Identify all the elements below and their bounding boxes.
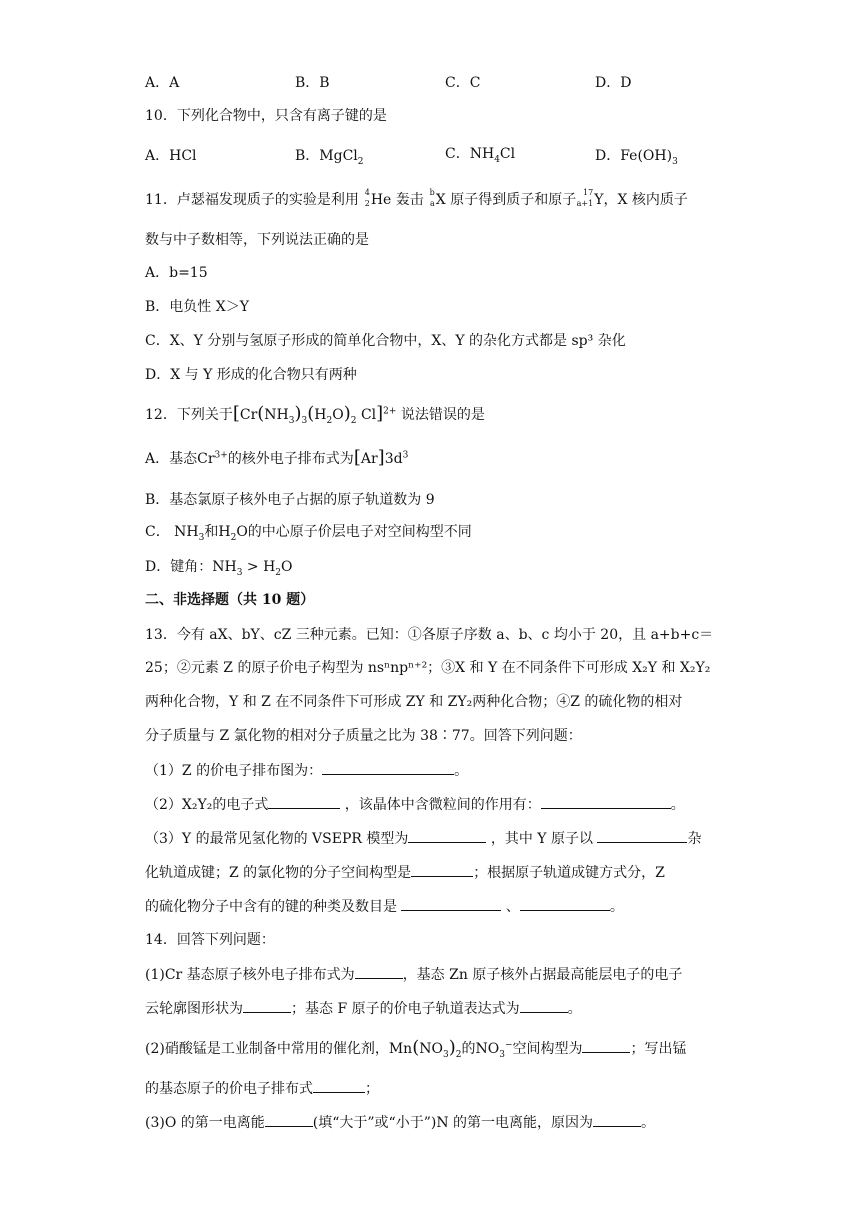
q12-option-d: D．键角：$NH_3 > H_2O$	[145, 559, 293, 578]
q11-stem-line1: 11．卢瑟福发现质子的实验是利用 4 2 He 轰击 b a X 原子得到质子和原子 17 a+1 Y，X 核内质子	[145, 188, 688, 208]
q9-option-b: B．B	[295, 75, 330, 91]
q9-option-a: A．A	[145, 75, 180, 91]
answer-blank[interactable]	[520, 998, 568, 1013]
answer-blank[interactable]	[401, 896, 501, 911]
q11-option-c: C．X、Y 分别与氢原子形成的简单化合物中，X、Y 的杂化方式都是 sp³ 杂化	[145, 333, 626, 349]
answer-blank[interactable]	[593, 1112, 641, 1127]
answer-blank[interactable]	[265, 1112, 313, 1127]
q10-option-c: C．$NH_4Cl$	[445, 146, 516, 165]
q13-line1: 13．今有 aX、bY、cZ 三种元素。已知：①各原子序数 a、b、c 均小于 20，且 a+b+c＝	[145, 627, 714, 643]
answer-blank[interactable]	[322, 760, 454, 775]
q10-stem: 10．下列化合物中，只含有离子键的是	[145, 108, 387, 124]
answer-blank[interactable]	[355, 964, 403, 979]
q14-part1-line1: (1)Cr 基态原子核外电子排布式为 ，基态 Zn 原子核外占据最高能层电子的电子	[145, 964, 682, 985]
answer-blank[interactable]	[313, 1078, 365, 1093]
answer-blank[interactable]	[597, 828, 687, 843]
section-heading: 二、非选择题（共 10 题）	[145, 592, 315, 608]
answer-blank[interactable]	[411, 862, 473, 877]
q13-line2: 25；②元素 Z 的原子价电子构型为 nsⁿnpⁿ⁺²；③X 和 Y 在不同条件下可形成 X₂Y 和 X₂Y₂	[145, 660, 711, 676]
q11-stem-line2: 数与中子数相等，下列说法正确的是	[145, 232, 369, 248]
q14-stem: 14．回答下列问题：	[145, 932, 275, 948]
q11-option-a: A．b=15	[145, 265, 208, 281]
q10-option-d: D．$Fe(OH)_3$	[595, 148, 678, 167]
q10-option-b: B．MgCl$_2$	[295, 148, 364, 167]
q12-option-a: A．基态$Cr^{3+}$的核外电子排布式为$[Ar]3d^3$	[145, 447, 409, 468]
q9-option-d: D．D	[595, 75, 632, 91]
q12-option-c: C． $NH_3$和$H_2O$的中心原子价层电子对空间构型不同	[145, 524, 472, 543]
q10-option-a: A．HCl	[145, 148, 197, 164]
q14-part3: (3)O 的第一电离能 (填“大于”或“小于”)N 的第一电离能，原因为 。	[145, 1112, 655, 1133]
q11-option-d: D．X 与 Y 形成的化合物只有两种	[145, 367, 357, 383]
q13-part3-line3: 的硫化物分子中含有的键的种类及数目是 、 。	[145, 896, 624, 917]
answer-blank[interactable]	[268, 794, 340, 809]
q11-option-b: B．电负性 X＞Y	[145, 299, 249, 315]
answer-blank[interactable]	[520, 896, 610, 911]
q13-part1: （1）Z 的价电子排布图为： 。	[145, 760, 468, 781]
q13-part2: （2）X₂Y₂的电子式 ，该晶体中含微粒间的作用有： 。	[145, 794, 685, 815]
answer-blank[interactable]	[408, 828, 486, 843]
q12-option-b: B．基态氯原子核外电子占据的原子轨道数为 9	[145, 492, 435, 508]
q13-line3: 两种化合物，Y 和 Z 在不同条件下可形成 ZY 和 ZY₂两种化合物；④Z 的硫化物的相对	[145, 694, 683, 710]
answer-blank[interactable]	[582, 1038, 630, 1053]
q14-part2-line1: (2)硝酸锰是工业制备中常用的催化剂，$Mn(NO_3)_2$的$NO_3^-$空间构型为 ；写出锰	[145, 1037, 687, 1060]
q9-option-c: C．C	[445, 75, 481, 91]
q12-stem: 12．下列关于[$Cr(NH_3)_3(H_2O)_2$ Cl]$^{2+}$ 说法错误的是	[145, 403, 485, 426]
q13-part3-line2: 化轨道成键；Z 的氯化物的分子空间构型是 ；根据原子轨道成键方式分，Z	[145, 862, 665, 883]
q13-line4: 分子质量与 Z 氯化物的相对分子质量之比为 38∶77。回答下列问题：	[145, 728, 582, 744]
q13-part3-line1: （3）Y 的最常见氢化物的 VSEPR 模型为 ，其中 Y 原子以 杂	[145, 828, 701, 849]
answer-blank[interactable]	[541, 794, 671, 809]
q14-part1-line2: 云轮廓图形状为 ；基态 F 原子的价电子轨道表达式为 。	[145, 998, 582, 1019]
q14-part2-line2: 的基态原子的价电子排布式 ；	[145, 1078, 379, 1099]
answer-blank[interactable]	[243, 998, 291, 1013]
